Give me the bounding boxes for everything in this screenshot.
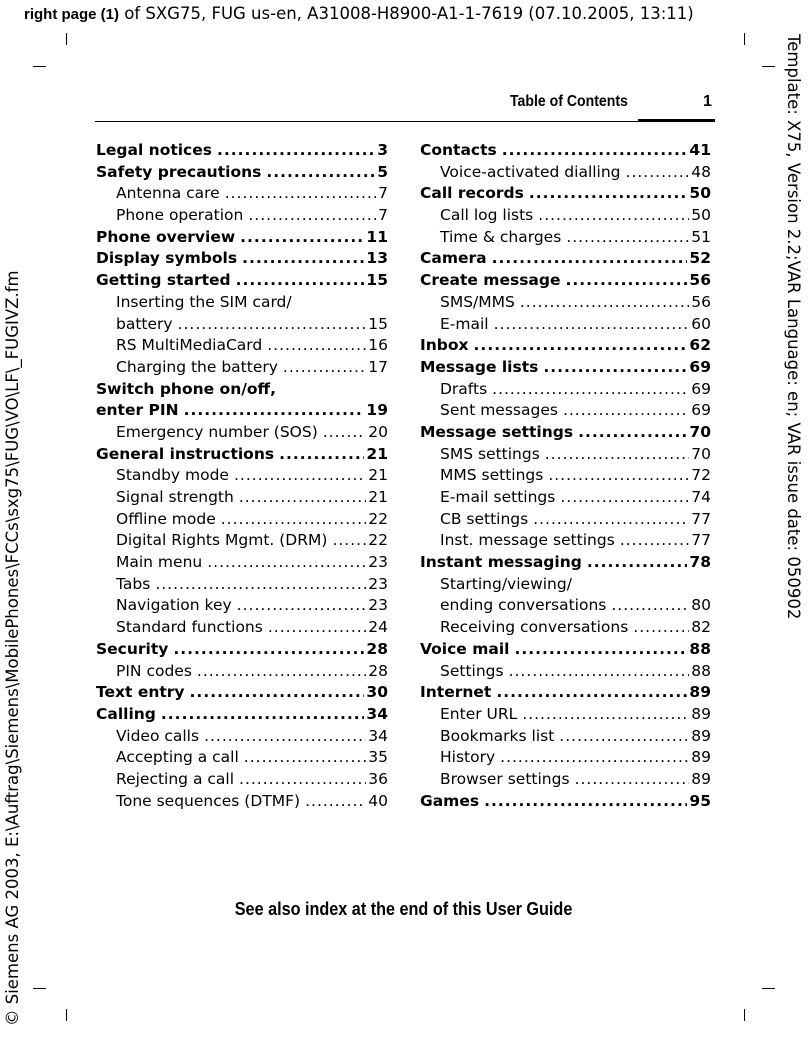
toc-entry-page: 62 (689, 336, 711, 355)
toc-entry-title: Message settings (420, 422, 574, 441)
toc-entry[interactable] (420, 400, 711, 422)
toc-entry[interactable] (96, 661, 388, 683)
toc-entry-page: 15 (366, 271, 388, 290)
footer-note: See also index at the end of this User Guide (235, 899, 573, 919)
dot-leader (217, 140, 375, 162)
toc-entry-title: Enter URL (440, 704, 518, 723)
crop-mark (66, 1009, 67, 1021)
toc-entry-title: enter PIN (96, 401, 179, 420)
toc-entry-title: Charging the battery (116, 357, 278, 376)
toc-entry[interactable] (96, 639, 388, 661)
dot-leader (611, 595, 689, 617)
toc-entry-title: RS MultiMediaCard (116, 336, 263, 355)
toc-entry-title: Message lists (420, 357, 539, 376)
toc-entry-page: 36 (368, 769, 388, 788)
toc-entry[interactable] (420, 509, 711, 531)
toc-entry[interactable] (96, 314, 388, 336)
toc-entry-page: 60 (691, 314, 711, 333)
toc-entry[interactable] (96, 769, 388, 791)
toc-entry-page: 22 (368, 531, 388, 550)
toc-entry-title: SMS/MMS (440, 292, 515, 311)
toc-entry-title: Internet (420, 683, 492, 702)
toc-entry-page: 69 (691, 379, 711, 398)
print-header-info: of SXG75, FUG us-en, A31008-H8900-A1-1-7619 (07.10.2005, 13:11) (119, 4, 694, 23)
toc-entry[interactable] (420, 487, 711, 509)
toc-entry[interactable] (420, 227, 711, 249)
dot-leader (522, 704, 689, 726)
toc-entry-title: Receiving conversations (440, 618, 629, 637)
toc-entry-title: Camera (420, 249, 487, 268)
header-rule-accent (638, 119, 715, 122)
toc-entry[interactable] (96, 422, 388, 444)
toc-entry-title: E-mail (440, 314, 489, 333)
dot-leader (197, 661, 366, 683)
toc-entry[interactable] (420, 639, 711, 661)
toc-entry[interactable] (420, 682, 711, 704)
toc-entry-page: 95 (689, 791, 711, 810)
toc-entry-title: Emergency number (SOS) (116, 422, 318, 441)
dot-leader (268, 617, 366, 639)
toc-entry[interactable] (96, 183, 388, 205)
toc-entry[interactable] (96, 617, 388, 639)
toc-entry-page: 56 (691, 292, 711, 311)
toc-entry-page: 50 (689, 184, 711, 203)
toc-entry-title: Getting started (96, 271, 231, 290)
toc-entry-title: Drafts (440, 379, 488, 398)
toc-entry[interactable] (420, 335, 711, 357)
toc-entry-page: 28 (368, 661, 388, 680)
toc-entry-title: Starting/viewing/ (440, 574, 572, 593)
dot-leader (578, 422, 687, 444)
toc-entry-page: 20 (368, 422, 388, 441)
toc-entry[interactable] (420, 270, 711, 292)
toc-entry[interactable] (420, 205, 711, 227)
toc-entry[interactable] (420, 617, 711, 639)
toc-entry-page: 22 (368, 509, 388, 528)
toc-entry[interactable] (96, 270, 388, 292)
dot-leader (190, 682, 365, 704)
toc-entry[interactable] (420, 379, 711, 401)
toc-entry-page: 78 (689, 553, 711, 572)
dot-leader (225, 183, 376, 205)
dot-leader (566, 270, 688, 292)
toc-entry-title: Safety precautions (96, 162, 262, 181)
toc-entry[interactable] (96, 444, 388, 466)
dot-leader (563, 400, 689, 422)
toc-entry-page: 40 (368, 791, 388, 810)
toc-entry-page: 82 (691, 618, 711, 637)
dot-leader (484, 791, 687, 813)
toc-entry[interactable] (420, 661, 711, 683)
toc-entry-page: 88 (689, 639, 711, 658)
toc-entry-title: Main menu (116, 553, 203, 572)
dot-leader (492, 379, 689, 401)
toc-entry[interactable] (420, 314, 711, 336)
dot-leader (155, 574, 366, 596)
toc-entry[interactable] (96, 726, 388, 748)
toc-entry[interactable] (96, 552, 388, 574)
toc-entry-title: History (440, 748, 496, 767)
toc-entry[interactable] (420, 574, 711, 596)
toc-entry-title: Phone overview (96, 227, 236, 246)
toc-entry[interactable] (96, 704, 388, 726)
toc-entry-page: 23 (368, 553, 388, 572)
dot-leader (514, 639, 687, 661)
toc-entry-title: Inbox (420, 336, 469, 355)
toc-entry[interactable] (96, 574, 388, 596)
toc-entry-page: 16 (368, 336, 388, 355)
toc-entry[interactable] (96, 357, 388, 379)
footer-note-wrap (0, 899, 808, 920)
dot-leader (548, 465, 689, 487)
toc-entry-page: 23 (368, 596, 388, 615)
toc-entry-title: Time & charges (440, 227, 562, 246)
toc-entry-title: Standard functions (116, 618, 263, 637)
toc-entry-page: 77 (691, 531, 711, 550)
toc-right-column (420, 140, 711, 812)
toc-entry-title: General instructions (96, 444, 275, 463)
toc-entry-title: CB settings (440, 509, 529, 528)
toc-entry-page: 7 (378, 206, 388, 225)
toc-entry-title: Contacts (420, 141, 497, 159)
toc-entry[interactable] (420, 292, 711, 314)
toc-entry[interactable] (96, 292, 388, 314)
dot-leader (204, 726, 366, 748)
toc-entry-title: Navigation key (116, 596, 232, 615)
toc-entry-page: 35 (368, 748, 388, 767)
dot-leader (332, 530, 366, 552)
dot-leader (533, 509, 689, 531)
dot-leader (283, 357, 366, 379)
toc-entry-title: Games (420, 791, 480, 810)
toc-entry-page: 77 (691, 509, 711, 528)
dot-leader (626, 162, 690, 184)
toc-left-column (96, 140, 388, 812)
toc-entry-title: Voice mail (420, 639, 510, 658)
toc-entry[interactable] (96, 227, 388, 249)
toc-entry-title: Video calls (116, 726, 200, 745)
dot-leader (248, 205, 376, 227)
toc-entry-page: 70 (689, 422, 711, 441)
dot-leader (279, 444, 364, 466)
dot-leader (305, 791, 366, 813)
toc-entry[interactable] (420, 595, 711, 617)
toc-entry-title: Calling (96, 704, 156, 723)
template-info: Template: X75, Version 2.2;VAR Language: en; VAR issue date: 050902 (784, 34, 803, 620)
toc-entry[interactable] (96, 465, 388, 487)
dot-leader (543, 357, 687, 379)
dot-leader (239, 769, 366, 791)
crop-mark (33, 988, 46, 989)
toc-entry[interactable] (420, 726, 711, 748)
print-header-label: right page (1) (24, 6, 120, 23)
toc-entry[interactable] (96, 205, 388, 227)
crop-mark (66, 33, 67, 45)
toc-entry-title: Digital Rights Mgmt. (DRM) (116, 531, 328, 550)
toc-entry-title: E-mail settings (440, 488, 556, 506)
toc-entry-page: 89 (691, 769, 711, 788)
toc-entry-title: battery (116, 314, 173, 333)
toc-entry-title: PIN codes (116, 661, 192, 680)
toc-entry-page: 89 (691, 704, 711, 723)
toc-entry-title: Settings (440, 661, 504, 680)
toc-entry-page: 21 (368, 488, 388, 506)
toc-entry-page: 11 (366, 227, 388, 246)
crop-mark (762, 988, 775, 989)
toc-entry-page: 21 (366, 444, 388, 463)
toc-entry[interactable] (420, 552, 711, 574)
toc-entry-page: 74 (691, 488, 711, 506)
dot-leader (161, 704, 365, 726)
toc-entry-title: Switch phone on/off, (96, 379, 276, 398)
toc-entry-page: 51 (691, 227, 711, 246)
toc-entry-title: ending conversations (440, 596, 607, 615)
toc-entry-page: 50 (691, 206, 711, 225)
crop-mark (744, 33, 745, 45)
dot-leader (575, 769, 690, 791)
page-number: 1 (703, 93, 712, 110)
toc-entry-page: 69 (691, 401, 711, 420)
page-title: Table of Contents (510, 93, 628, 110)
dot-leader (538, 205, 689, 227)
toc-entry[interactable] (96, 335, 388, 357)
toc-entry-title: Display symbols (96, 249, 238, 268)
toc-entry-page: 3 (377, 141, 388, 159)
toc-entry-title: Browser settings (440, 769, 570, 788)
toc-entry[interactable] (96, 379, 388, 401)
dot-leader (502, 140, 688, 162)
print-header (24, 4, 694, 23)
file-path-info: © Siemens AG 2003, E:\Auftrag\Siemens\MobilePhones\FCCs\sxg75\FUG\VO\LF\_FUGIVZ.fm (3, 270, 22, 1026)
dot-leader (221, 509, 367, 531)
toc-entry-page: 88 (691, 661, 711, 680)
toc-entry-title: Instant messaging (420, 553, 582, 572)
toc-entry-page: 21 (368, 466, 388, 485)
toc-entry-page: 24 (368, 618, 388, 637)
toc-entry[interactable] (96, 162, 388, 184)
dot-leader (323, 422, 367, 444)
dot-leader (178, 314, 367, 336)
dot-leader (240, 227, 364, 249)
toc-entry[interactable] (96, 530, 388, 552)
toc-entry-title: Accepting a call (116, 748, 239, 767)
dot-leader (173, 639, 364, 661)
toc-entry-title: Text entry (96, 683, 185, 702)
toc-entry[interactable] (420, 248, 711, 270)
toc-entry-title: MMS settings (440, 466, 544, 485)
crop-mark (744, 1009, 745, 1021)
toc-entry-title: Create message (420, 271, 561, 290)
toc-entry-page: 89 (691, 726, 711, 745)
dot-leader (266, 162, 375, 184)
toc-entry-page: 48 (691, 162, 711, 181)
toc-entry[interactable] (420, 357, 711, 379)
toc-entry-page: 34 (368, 726, 388, 745)
dot-leader (633, 617, 689, 639)
toc-entry[interactable] (420, 162, 711, 184)
dot-leader (545, 444, 689, 466)
toc-entry[interactable] (96, 400, 388, 422)
dot-leader (509, 661, 690, 683)
toc-entry-page: 13 (366, 249, 388, 268)
toc-entry-page: 30 (366, 683, 388, 702)
toc-entry-title: Sent messages (440, 401, 558, 420)
header-rule (95, 121, 715, 122)
toc-entry-title: Rejecting a call (116, 769, 235, 788)
toc-entry[interactable] (420, 140, 711, 162)
crop-mark (762, 66, 775, 67)
crop-mark (33, 66, 46, 67)
toc-entry-page: 89 (691, 748, 711, 767)
dot-leader (559, 726, 689, 748)
toc-entry-page: 7 (378, 184, 388, 203)
dot-leader (236, 270, 365, 292)
toc-entry-title: Legal notices (96, 141, 212, 159)
toc-entry[interactable] (420, 791, 711, 813)
toc-entry-page: 70 (691, 444, 711, 463)
toc-entry[interactable] (420, 444, 711, 466)
dot-leader (494, 314, 690, 336)
dot-leader (500, 747, 689, 769)
dot-leader (520, 292, 689, 314)
toc-entry-title: Standby mode (116, 466, 229, 485)
toc-entry-title: Phone operation (116, 206, 244, 225)
toc-entry-page: 23 (368, 574, 388, 593)
dot-leader (529, 183, 688, 205)
toc-entry[interactable] (420, 183, 711, 205)
dot-leader (587, 552, 688, 574)
toc-entry-title: Security (96, 639, 169, 658)
toc-entry-page: 15 (368, 314, 388, 333)
dot-leader (267, 335, 366, 357)
dot-leader (237, 595, 367, 617)
toc-entry-title: Call records (420, 184, 524, 203)
toc-entry[interactable] (96, 747, 388, 769)
dot-leader (474, 335, 688, 357)
toc-entry[interactable] (96, 140, 388, 162)
toc-entry-title: Voice-activated dialling (440, 162, 621, 181)
toc-entry[interactable] (96, 791, 388, 813)
dot-leader (620, 530, 689, 552)
toc-entry[interactable] (420, 704, 711, 726)
toc-entry-page: 41 (689, 141, 711, 159)
toc-entry[interactable] (96, 487, 388, 509)
dot-leader (492, 248, 688, 270)
toc-entry[interactable] (420, 422, 711, 444)
toc-entry-page: 34 (366, 704, 388, 723)
dot-leader (244, 747, 366, 769)
toc-entry-page: 80 (691, 596, 711, 615)
toc-entry-title: Inserting the SIM card/ (116, 292, 292, 311)
toc-entry-title: Signal strength (116, 488, 234, 506)
dot-leader (560, 487, 689, 509)
toc-entry-title: SMS settings (440, 444, 540, 463)
toc-entry-page: 56 (689, 271, 711, 290)
toc-entry-title: Tabs (116, 574, 151, 593)
toc-entry[interactable] (420, 465, 711, 487)
dot-leader (184, 400, 365, 422)
toc-entry-title: Antenna care (116, 184, 220, 203)
toc-entry-title: Inst. message settings (440, 531, 615, 550)
toc-entry-page: 28 (366, 639, 388, 658)
toc-entry[interactable] (96, 682, 388, 704)
toc-entry[interactable] (96, 248, 388, 270)
toc-entry-page: 72 (691, 466, 711, 485)
toc-entry[interactable] (420, 769, 711, 791)
toc-entry[interactable] (420, 747, 711, 769)
toc-entry-page: 17 (368, 357, 388, 376)
toc-entry-page: 19 (366, 401, 388, 420)
toc-entry-page: 52 (689, 249, 711, 268)
dot-leader (566, 227, 689, 249)
dot-leader (207, 552, 366, 574)
toc-entry[interactable] (96, 595, 388, 617)
toc-entry[interactable] (420, 530, 711, 552)
toc-entry-page: 89 (689, 683, 711, 702)
toc-entry-title: Call log lists (440, 206, 534, 225)
toc-entry-page: 5 (377, 162, 388, 181)
dot-leader (234, 465, 366, 487)
dot-leader (242, 248, 364, 270)
toc-entry-title: Tone sequences (DTMF) (116, 791, 301, 810)
toc-entry-title: Bookmarks list (440, 726, 555, 745)
dot-leader (496, 682, 687, 704)
toc-entry-page: 69 (689, 357, 711, 376)
dot-leader (239, 487, 366, 509)
toc-entry-title: Offline mode (116, 509, 216, 528)
toc-entry[interactable] (96, 509, 388, 531)
